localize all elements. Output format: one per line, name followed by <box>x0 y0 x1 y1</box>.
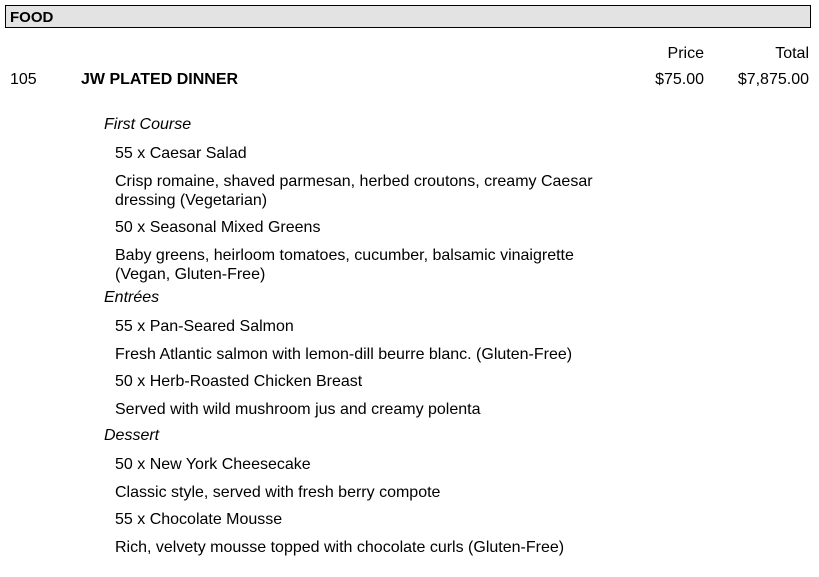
menu-details <box>104 116 624 565</box>
item-name: JW PLATED DINNER <box>81 71 239 88</box>
course-title: Dessert <box>104 427 160 444</box>
dish-quantity-line: 50 x Herb-Roasted Chicken Breast <box>115 373 363 390</box>
dish-description: Classic style, served with fresh berry compote <box>115 484 441 501</box>
dish-quantity-line: 55 x Pan-Seared Salmon <box>115 318 294 335</box>
item-price: $75.00 <box>655 71 704 88</box>
dish-description: Crisp romaine, shaved parmesan, herbed croutons, creamy Caesar dressing (Vegetarian) <box>115 173 593 209</box>
total-column-header: Total <box>775 45 809 62</box>
dish-description: Baby greens, heirloom tomatoes, cucumber, balsamic vinaigrette (Vegan, Gluten-Free) <box>115 247 574 283</box>
dish-quantity-line: 50 x Seasonal Mixed Greens <box>115 219 321 236</box>
dish-description: Rich, velvety mousse topped with chocolate curls (Gluten-Free) <box>115 539 565 556</box>
dish-quantity-line: 55 x Caesar Salad <box>115 145 247 162</box>
dish-quantity-line: 50 x New York Cheesecake <box>115 456 311 473</box>
course-entrees <box>104 289 624 419</box>
dish-description: Fresh Atlantic salmon with lemon-dill beurre blanc. (Gluten-Free) <box>115 346 573 363</box>
item-total: $7,875.00 <box>737 71 809 88</box>
dish-description: Served with wild mushroom jus and creamy polenta <box>115 401 481 418</box>
section-header <box>5 5 811 28</box>
course-dessert <box>104 427 624 557</box>
course-title: Entrées <box>104 289 160 306</box>
section-title: FOOD <box>10 9 54 26</box>
price-column-header: Price <box>667 45 704 62</box>
item-number: 105 <box>10 71 37 88</box>
dish-quantity-line: 55 x Chocolate Mousse <box>115 511 283 528</box>
course-first <box>104 116 624 284</box>
course-title: First Course <box>104 116 192 133</box>
